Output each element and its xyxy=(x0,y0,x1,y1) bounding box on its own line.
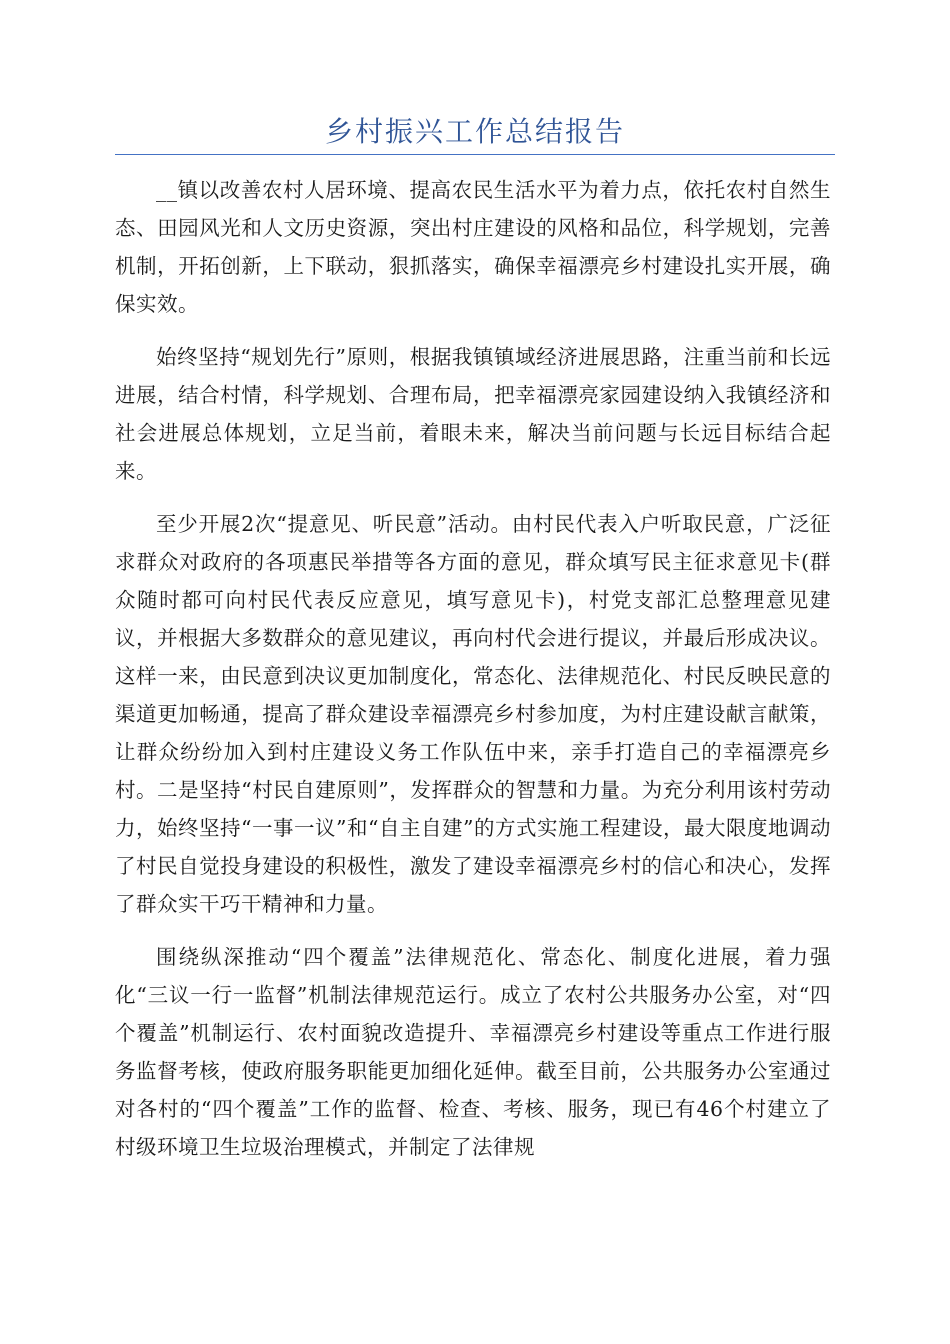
title-underline xyxy=(115,154,835,155)
document-title: 乡村振兴工作总结报告 xyxy=(324,115,625,148)
paragraph-1: __镇以改善农村人居环境、提高农民生活水平为着力点，依托农村自然生态、田园风光和人文历史资源，突出村庄建设的风格和品位，科学规划，完善机制，开拓创新，上下联动，狠抓落实，确保幸福漂亮乡村建设扎实开展，确保实效。 xyxy=(115,178,831,316)
paragraph-2: 始终坚持“规划先行”原则，根据我镇镇域经济进展思路，注重当前和长远进展，结合村情，科学规划、合理布局，把幸福漂亮家园建设纳入我镇经济和社会进展总体规划，立足当前，着眼未来，解决当前问题与长远目标结合起来。 xyxy=(115,345,831,483)
document-body xyxy=(115,171,831,1181)
paragraph-3: 至少开展2次“提意见、听民意”活动。由村民代表入户听取民意，广泛征求群众对政府的各项惠民举措等各方面的意见，群众填写民主征求意见卡(群众随时都可向村民代表反应意见，填写意见卡)，村党支部汇总整理意见建议，并根据大多数群众的意见建议，再向村代会进行提议，并最后形成决议。这样一来，由民意到决议更加制度化，常态化、法律规范化、村民反映民意的渠道更加畅通，提高了群众建设幸福漂亮乡村参加度，为村庄建设献言献策，让群众纷纷加入到村庄建设义务工作队伍中来，亲手打造自己的幸福漂亮乡村。二是坚持“村民自建原则”，发挥群众的智慧和力量。为充分利用该村劳动力，始终坚持“一事一议”和“自主自建”的方式实施工程建设，最大限度地调动了村民自觉投身建设的积极性，激发了建设幸福漂亮乡村的信心和决心，发挥了群众实干巧干精神和力量。 xyxy=(115,512,831,916)
paragraph-4: 围绕纵深推动“四个覆盖”法律规范化、常态化、制度化进展，着力强化“三议一行一监督”机制法律规范运行。成立了农村公共服务办公室，对“四个覆盖”机制运行、农村面貌改造提升、幸福漂亮乡村建设等重点工作进行服务监督考核，使政府服务职能更加细化延伸。截至目前，公共服务办公室通过对各村的“四个覆盖”工作的监督、检查、考核、服务，现已有46个村建立了村级环境卫生垃圾治理模式，并制定了法律规 xyxy=(115,945,831,1159)
